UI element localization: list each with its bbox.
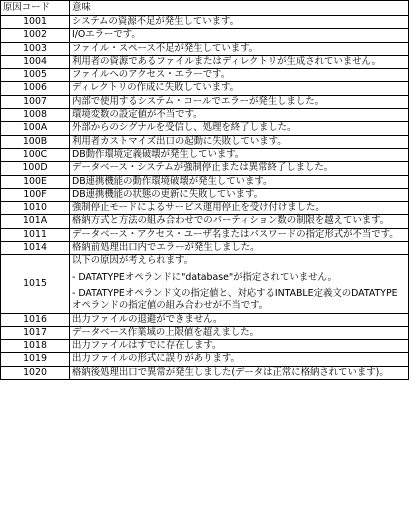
meaning-text: ファイル・スペース不足が発生しています。	[72, 42, 259, 54]
reason-code: 1018	[1, 340, 70, 353]
meaning-text: 出力ファイルの形式に誤りがあります。	[72, 353, 240, 365]
reason-code: 1015	[1, 255, 70, 313]
reason-meaning	[70, 82, 409, 95]
table-row	[1, 202, 409, 215]
meaning-text: 格納前処理出口内でエラーが発生しました。	[72, 242, 260, 254]
table-row	[1, 353, 409, 366]
meaning-text: 以下の原因が考えられます。	[72, 255, 194, 267]
reason-code: 101A	[1, 215, 70, 228]
reason-code: 1008	[1, 109, 70, 122]
meaning-text: - DATATYPEオペランド文の指定値と、対応するINTABLE定義文のDATATYPEオペランドの指定値の組み合わせが不当です。	[72, 287, 398, 312]
reason-meaning	[70, 29, 409, 42]
meaning-text: DB連携機能の状態の更新に失敗しています。	[72, 188, 264, 200]
table-row	[1, 55, 409, 68]
reason-code: 1002	[1, 29, 70, 42]
table-row	[1, 109, 409, 122]
table-row	[1, 95, 409, 108]
reason-meaning	[70, 255, 409, 313]
table-row	[1, 175, 409, 188]
reason-code: 1003	[1, 42, 70, 55]
reason-code: 100A	[1, 122, 70, 135]
table-row	[1, 228, 409, 241]
reason-code: 1016	[1, 313, 70, 326]
table-row	[1, 340, 409, 353]
meaning-text: ファイルへのアクセス・エラーです。	[72, 69, 231, 81]
reason-code: 1011	[1, 228, 70, 241]
reason-code: 1004	[1, 55, 70, 68]
reason-meaning	[70, 313, 409, 326]
table-row	[1, 135, 409, 148]
reason-meaning	[70, 175, 409, 188]
reason-meaning	[70, 148, 409, 161]
table-row	[1, 162, 409, 175]
meaning-text: 利用者カストマイズ出口の起動に失敗しています。	[72, 135, 287, 147]
table-row	[1, 122, 409, 135]
reason-meaning	[70, 162, 409, 175]
reason-meaning	[70, 202, 409, 215]
table-row	[1, 326, 409, 339]
reason-code: 1007	[1, 95, 70, 108]
reason-meaning	[70, 228, 409, 241]
meaning-text: 強制停止モードによるサービス運用停止を受け付けました。	[72, 202, 325, 214]
reason-meaning	[70, 215, 409, 228]
reason-meaning	[70, 353, 409, 366]
reason-code: 1017	[1, 326, 70, 339]
reason-code: 1019	[1, 353, 70, 366]
meaning-text: 内部で使用するシステム・コールでエラーが発生しました。	[72, 95, 325, 107]
reason-meaning	[70, 95, 409, 108]
meaning-text: システムの資源不足が発生しています。	[72, 16, 240, 27]
meaning-text: - DATATYPEオペランドに"database"が指定されていません。	[72, 271, 337, 283]
reason-meaning	[70, 135, 409, 148]
table-row	[1, 42, 409, 55]
reason-meaning	[70, 242, 409, 255]
table-row	[1, 366, 409, 379]
reason-code: 1005	[1, 69, 70, 82]
reason-meaning	[70, 69, 409, 82]
table-row	[1, 82, 409, 95]
table-row	[1, 16, 409, 29]
reason-meaning	[70, 366, 409, 379]
meaning-text: 出力ファイルの退避ができません。	[72, 313, 223, 325]
reason-code: 100F	[1, 188, 70, 201]
reason-code: 100E	[1, 175, 70, 188]
reason-meaning	[70, 109, 409, 122]
reason-code: 1010	[1, 202, 70, 215]
meaning-text: データベース・アクセス・ユーザ名またはパスワードの指定形式が不当です。	[72, 228, 399, 240]
meaning-text: 格納方式と方法の組み合わせでのパーティション数の制限を越えています。	[72, 215, 390, 227]
header-meaning: 意味	[70, 1, 409, 16]
reason-code: 1014	[1, 242, 70, 255]
table-row	[1, 215, 409, 228]
meaning-text: 出力ファイルはすでに存在します。	[72, 340, 222, 352]
meaning-text: データベース作業域の上限値を超えました。	[72, 326, 260, 338]
meaning-text: 環境変数の設定値が不当です。	[72, 109, 203, 121]
reason-meaning	[70, 326, 409, 339]
meaning-text: 格納後処理出口で異常が発生しました(データは正常に格納されています)。	[72, 366, 389, 378]
table-header-row	[1, 1, 409, 16]
reason-code: 100C	[1, 148, 70, 161]
reason-meaning	[70, 122, 409, 135]
reason-meaning	[70, 55, 409, 68]
table-row	[1, 242, 409, 255]
meaning-text: I/Oエラーです。	[72, 29, 141, 41]
table-row	[1, 255, 409, 313]
reason-code: 100B	[1, 135, 70, 148]
meaning-text: ディレクトリの作成に失敗しています。	[72, 82, 240, 94]
table-row	[1, 313, 409, 326]
reason-code: 100D	[1, 162, 70, 175]
meaning-text: DB動作環境定義破壊が発生しています。	[72, 148, 245, 160]
meaning-text: 外部からのシグナルを受信し、処理を終了しました。	[72, 122, 297, 134]
table-row	[1, 69, 409, 82]
reason-meaning	[70, 42, 409, 55]
meaning-text: データベース・システムが強制停止または異常終了しました。	[72, 162, 334, 174]
table-row	[1, 148, 409, 161]
reason-meaning	[70, 188, 409, 201]
reason-meaning	[70, 340, 409, 353]
table-row	[1, 29, 409, 42]
reason-code: 1006	[1, 82, 70, 95]
header-code: 原因コード	[1, 1, 70, 16]
reason-code: 1001	[1, 16, 70, 29]
meaning-text: DB連携機能の動作環境破壊が発生しています。	[72, 175, 273, 187]
table-row	[1, 188, 409, 201]
meaning-text: 利用者の資源であるファイルまたはディレクトリが生成されていません。	[72, 55, 381, 67]
reason-code: 1020	[1, 366, 70, 379]
table-body	[1, 16, 409, 380]
reason-meaning	[70, 16, 409, 29]
